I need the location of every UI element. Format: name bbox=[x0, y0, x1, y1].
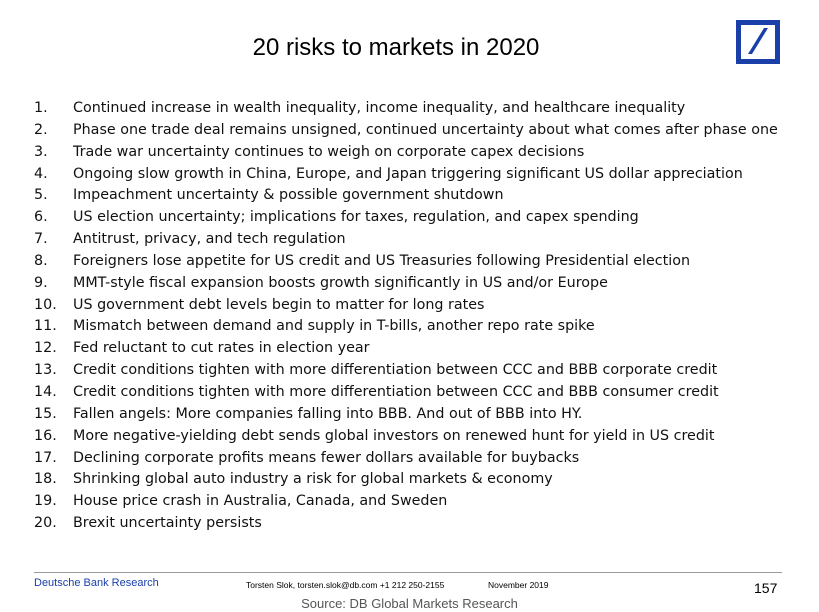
risk-item bbox=[34, 491, 778, 513]
risk-text: House price crash in Australia, Canada, and Sweden bbox=[73, 493, 448, 510]
risk-number: 2. bbox=[34, 121, 48, 138]
footer-author-contact: Torsten Slok, torsten.slok@db.com +1 212 250-2155 bbox=[246, 580, 445, 590]
risk-number: 17. bbox=[34, 449, 57, 466]
risk-item bbox=[34, 185, 778, 207]
footer-brand: Deutsche Bank Research bbox=[34, 577, 159, 589]
risk-item bbox=[34, 164, 778, 186]
risk-item bbox=[34, 142, 778, 164]
risk-number: 3. bbox=[34, 143, 48, 160]
risk-number: 14. bbox=[34, 383, 57, 400]
risk-text: Fallen angels: More companies falling into BBB. And out of BBB into HY. bbox=[73, 405, 583, 422]
risk-text: Credit conditions tighten with more differentiation between CCC and BBB consumer credit bbox=[73, 383, 719, 400]
risk-number: 4. bbox=[34, 165, 48, 182]
risk-number: 13. bbox=[34, 362, 57, 379]
risk-item bbox=[34, 295, 778, 317]
risk-text: Mismatch between demand and supply in T-bills, another repo rate spike bbox=[73, 318, 595, 335]
risk-item bbox=[34, 98, 778, 120]
risk-text: Brexit uncertainty persists bbox=[73, 515, 262, 532]
risk-number: 5. bbox=[34, 187, 48, 204]
source-caption: Source: DB Global Markets Research bbox=[301, 596, 518, 611]
risk-list bbox=[34, 98, 778, 535]
footer-divider bbox=[34, 572, 782, 573]
risk-number: 1. bbox=[34, 100, 48, 116]
risk-number: 11. bbox=[34, 318, 57, 335]
risk-number: 9. bbox=[34, 274, 48, 291]
risk-number: 7. bbox=[34, 231, 48, 248]
logo-slash-icon bbox=[736, 20, 780, 64]
risk-item bbox=[34, 251, 778, 273]
risk-number: 12. bbox=[34, 340, 57, 357]
risk-item bbox=[34, 207, 778, 229]
risk-item bbox=[34, 229, 778, 251]
risk-text: US election uncertainty; implications for taxes, regulation, and capex spending bbox=[73, 209, 639, 226]
risk-number: 20. bbox=[34, 515, 57, 532]
risk-text: Foreigners lose appetite for US credit and US Treasuries following Presidential election bbox=[73, 252, 691, 269]
risk-item bbox=[34, 120, 778, 142]
risk-item bbox=[34, 448, 778, 470]
risk-number: 18. bbox=[34, 471, 57, 488]
risk-text: Trade war uncertainty continues to weigh on corporate capex decisions bbox=[73, 143, 585, 160]
risk-text: Ongoing slow growth in China, Europe, and Japan triggering significant US dollar appreciation bbox=[73, 165, 743, 182]
risk-number: 6. bbox=[34, 209, 48, 226]
risk-text: More negative-yielding debt sends global investors on renewed hunt for yield in US credit bbox=[73, 427, 715, 444]
risk-text: Impeachment uncertainty & possible government shutdown bbox=[73, 187, 504, 204]
footer-date: November 2019 bbox=[488, 580, 549, 590]
risk-number: 15. bbox=[34, 405, 57, 422]
risk-item bbox=[34, 316, 778, 338]
slide-title: 20 risks to markets in 2020 bbox=[252, 34, 540, 61]
risk-item bbox=[34, 338, 778, 360]
deutsche-bank-logo-icon bbox=[736, 20, 780, 64]
risk-text: Fed reluctant to cut rates in election year bbox=[73, 340, 370, 357]
risk-item bbox=[34, 360, 778, 382]
risk-item bbox=[34, 469, 778, 491]
risk-text: Continued increase in wealth inequality, income inequality, and healthcare inequality bbox=[73, 100, 686, 116]
risk-item bbox=[34, 382, 778, 404]
risk-text: Antitrust, privacy, and tech regulation bbox=[73, 231, 346, 248]
risk-text: Declining corporate profits means fewer dollars available for buybacks bbox=[73, 449, 580, 466]
risk-item bbox=[34, 273, 778, 295]
risk-text: MMT-style fiscal expansion boosts growth significantly in US and/or Europe bbox=[73, 274, 608, 291]
risk-number: 19. bbox=[34, 493, 57, 510]
risk-number: 10. bbox=[34, 296, 57, 313]
risk-item bbox=[34, 404, 778, 426]
risk-item bbox=[34, 513, 778, 535]
risk-number: 16. bbox=[34, 427, 57, 444]
risk-text: US government debt levels begin to matter for long rates bbox=[73, 296, 485, 313]
page-number: 157 bbox=[754, 580, 778, 596]
risk-text: Phase one trade deal remains unsigned, continued uncertainty about what comes after phase one bbox=[73, 121, 778, 138]
risk-item bbox=[34, 426, 778, 448]
risk-number: 8. bbox=[34, 252, 48, 269]
risk-text: Credit conditions tighten with more differentiation between CCC and BBB corporate credit bbox=[73, 362, 718, 379]
risk-text: Shrinking global auto industry a risk for global markets & economy bbox=[73, 471, 553, 488]
